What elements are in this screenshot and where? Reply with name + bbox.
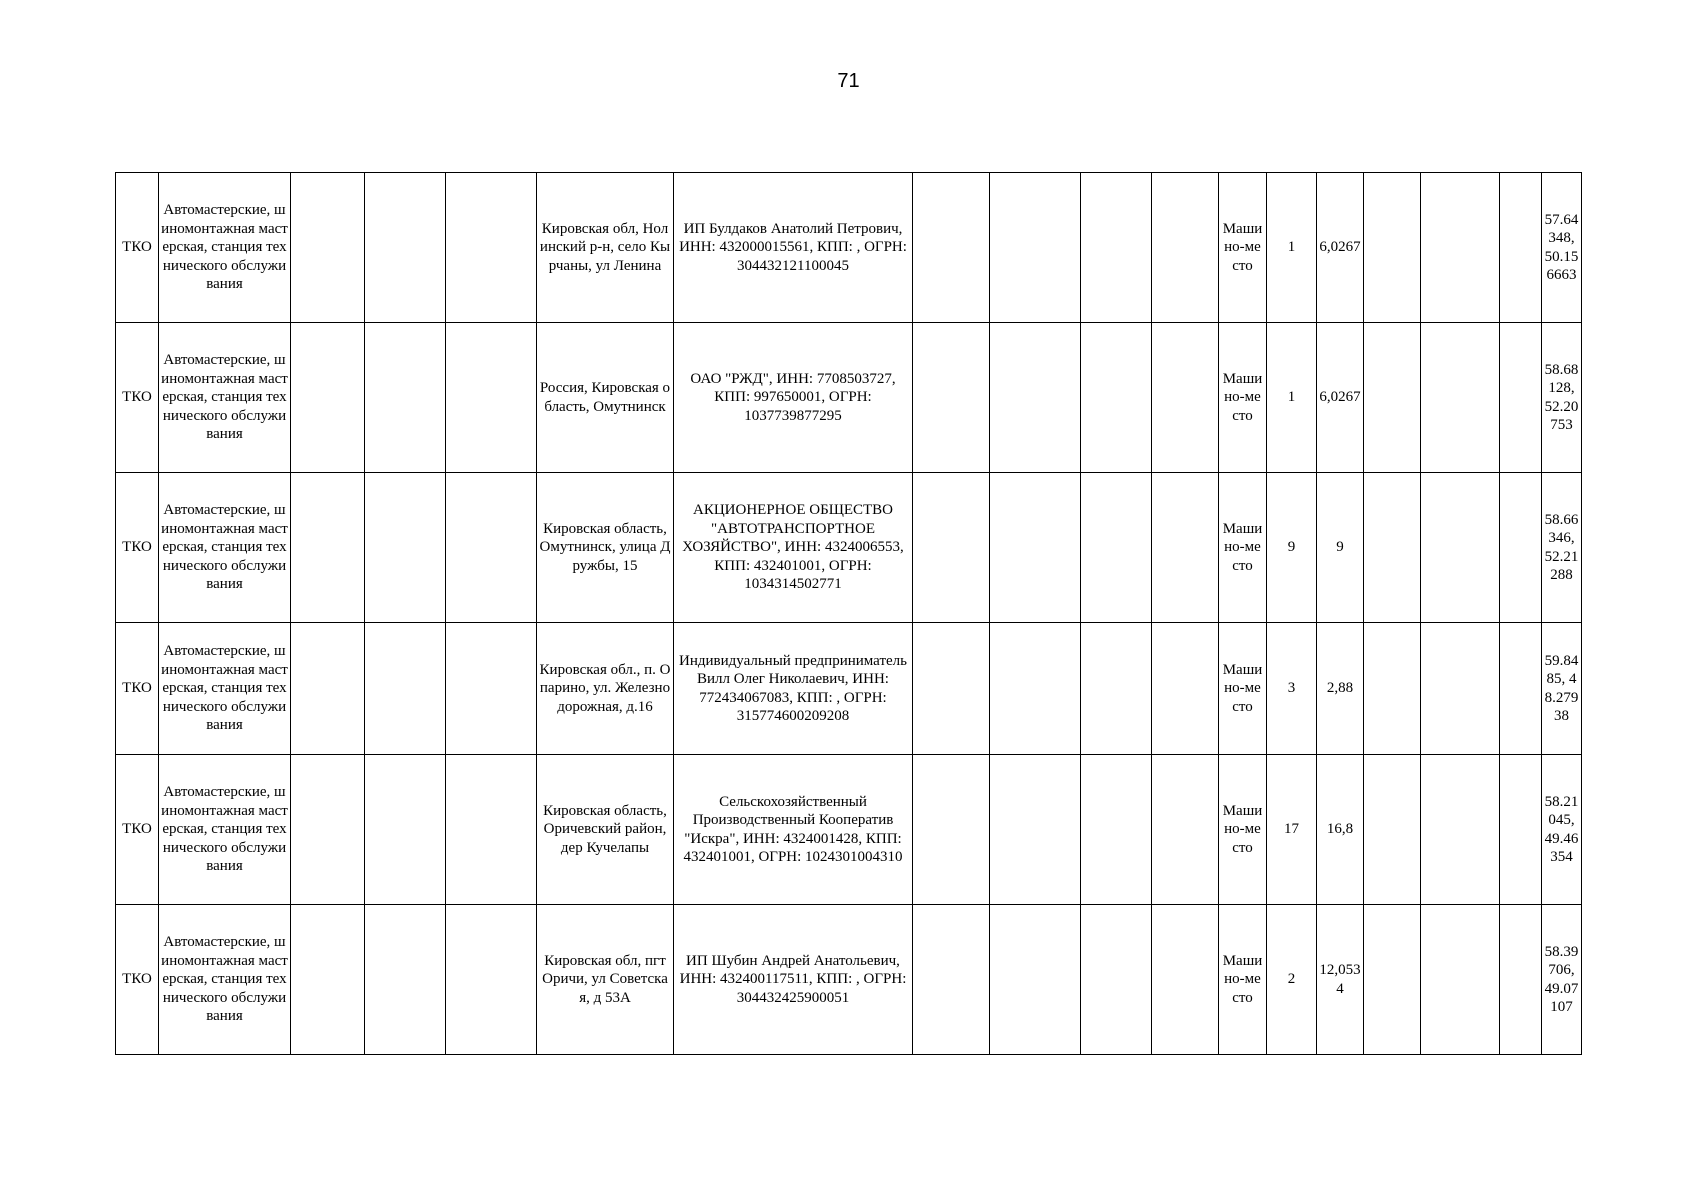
empty-cell (1500, 173, 1542, 323)
empty-cell (1364, 905, 1421, 1055)
waste-type-cell: ТКО (116, 173, 159, 323)
empty-cell (1421, 905, 1500, 1055)
empty-cell (446, 905, 537, 1055)
empty-cell (1364, 755, 1421, 905)
owner-cell: Сельскохозяйственный Производственный Кооператив "Искра", ИНН: 4324001428, КПП: 432401001, ОГРН: 1024301004310 (674, 755, 913, 905)
waste-type-cell: ТКО (116, 755, 159, 905)
unit-cell: Машино-место (1219, 323, 1267, 473)
empty-cell (1364, 473, 1421, 623)
empty-cell (1152, 173, 1219, 323)
volume-cell: 2,88 (1317, 623, 1364, 755)
coordinates-cell: 58.66346, 52.21288 (1542, 473, 1582, 623)
empty-cell (990, 755, 1081, 905)
empty-cell (1364, 623, 1421, 755)
empty-cell (365, 905, 446, 1055)
empty-cell (446, 173, 537, 323)
volume-cell: 6,0267 (1317, 173, 1364, 323)
empty-cell (913, 173, 990, 323)
empty-cell (1081, 323, 1152, 473)
coordinates-cell: 58.39706, 49.07107 (1542, 905, 1582, 1055)
coordinates-cell: 57.64348, 50.156663 (1542, 173, 1582, 323)
address-cell: Россия, Кировская область, Омутнинск (537, 323, 674, 473)
empty-cell (1500, 323, 1542, 473)
owner-cell: ОАО "РЖД", ИНН: 7708503727, КПП: 997650001, ОГРН: 1037739877295 (674, 323, 913, 473)
empty-cell (291, 173, 365, 323)
address-cell: Кировская обл, пгт Оричи, ул Советская, д 53А (537, 905, 674, 1055)
empty-cell (1081, 905, 1152, 1055)
owner-cell: ИП Булдаков Анатолий Петрович, ИНН: 432000015561, КПП: , ОГРН: 304432121100045 (674, 173, 913, 323)
quantity-cell: 2 (1267, 905, 1317, 1055)
empty-cell (1421, 473, 1500, 623)
waste-type-cell: ТКО (116, 905, 159, 1055)
quantity-cell: 1 (1267, 323, 1317, 473)
volume-cell: 12,0534 (1317, 905, 1364, 1055)
category-cell: Автомастерские, шиномонтажная мастерская, станция технического обслуживания (159, 323, 291, 473)
empty-cell (1500, 623, 1542, 755)
empty-cell (913, 905, 990, 1055)
empty-cell (1081, 623, 1152, 755)
empty-cell (291, 905, 365, 1055)
owner-cell: Индивидуальный предприниматель Вилл Олег Николаевич, ИНН: 772434067083, КПП: , ОГРН: 315774600209208 (674, 623, 913, 755)
empty-cell (990, 623, 1081, 755)
empty-cell (1152, 473, 1219, 623)
empty-cell (1081, 173, 1152, 323)
empty-cell (365, 323, 446, 473)
category-cell: Автомастерские, шиномонтажная мастерская, станция технического обслуживания (159, 173, 291, 323)
table-row (116, 623, 1582, 755)
quantity-cell: 17 (1267, 755, 1317, 905)
owner-cell: ИП Шубин Андрей Анатольевич, ИНН: 432400117511, КПП: , ОГРН: 304432425900051 (674, 905, 913, 1055)
empty-cell (365, 755, 446, 905)
registry-table (115, 172, 1582, 1055)
empty-cell (1364, 323, 1421, 473)
unit-cell: Машино-место (1219, 173, 1267, 323)
empty-cell (1152, 905, 1219, 1055)
empty-cell (1152, 323, 1219, 473)
empty-cell (1152, 623, 1219, 755)
waste-type-cell: ТКО (116, 473, 159, 623)
volume-cell: 16,8 (1317, 755, 1364, 905)
address-cell: Кировская обл, Нолинский р-н, село Кырчаны, ул Ленина (537, 173, 674, 323)
category-cell: Автомастерские, шиномонтажная мастерская, станция технического обслуживания (159, 905, 291, 1055)
table-row (116, 173, 1582, 323)
unit-cell: Машино-место (1219, 755, 1267, 905)
empty-cell (1081, 755, 1152, 905)
table-row (116, 905, 1582, 1055)
category-cell: Автомастерские, шиномонтажная мастерская, станция технического обслуживания (159, 623, 291, 755)
empty-cell (990, 473, 1081, 623)
quantity-cell: 3 (1267, 623, 1317, 755)
empty-cell (291, 623, 365, 755)
empty-cell (1152, 755, 1219, 905)
page-number: 71 (837, 70, 860, 92)
empty-cell (1421, 323, 1500, 473)
empty-cell (365, 473, 446, 623)
quantity-cell: 9 (1267, 473, 1317, 623)
category-cell: Автомастерские, шиномонтажная мастерская, станция технического обслуживания (159, 473, 291, 623)
empty-cell (291, 473, 365, 623)
quantity-cell: 1 (1267, 173, 1317, 323)
empty-cell (1421, 623, 1500, 755)
empty-cell (913, 323, 990, 473)
coordinates-cell: 58.68128, 52.20753 (1542, 323, 1582, 473)
volume-cell: 6,0267 (1317, 323, 1364, 473)
empty-cell (1364, 173, 1421, 323)
waste-type-cell: ТКО (116, 323, 159, 473)
empty-cell (446, 473, 537, 623)
owner-cell: АКЦИОНЕРНОЕ ОБЩЕСТВО "АВТОТРАНСПОРТНОЕ ХОЗЯЙСТВО", ИНН: 4324006553, КПП: 432401001, ОГРН: 1034314502771 (674, 473, 913, 623)
empty-cell (990, 323, 1081, 473)
empty-cell (913, 473, 990, 623)
empty-cell (365, 173, 446, 323)
table-row (116, 755, 1582, 905)
unit-cell: Машино-место (1219, 623, 1267, 755)
waste-type-cell: ТКО (116, 623, 159, 755)
table-row (116, 473, 1582, 623)
empty-cell (1081, 473, 1152, 623)
empty-cell (291, 323, 365, 473)
empty-cell (365, 623, 446, 755)
empty-cell (446, 323, 537, 473)
empty-cell (1500, 473, 1542, 623)
empty-cell (990, 905, 1081, 1055)
empty-cell (1421, 173, 1500, 323)
empty-cell (446, 755, 537, 905)
volume-cell: 9 (1317, 473, 1364, 623)
address-cell: Кировская область, Оричевский район, дер Кучелапы (537, 755, 674, 905)
empty-cell (913, 755, 990, 905)
coordinates-cell: 58.21045, 49.46354 (1542, 755, 1582, 905)
empty-cell (1500, 905, 1542, 1055)
empty-cell (291, 755, 365, 905)
empty-cell (990, 173, 1081, 323)
empty-cell (1500, 755, 1542, 905)
address-cell: Кировская область, Омутнинск, улица Дружбы, 15 (537, 473, 674, 623)
table-row (116, 323, 1582, 473)
empty-cell (446, 623, 537, 755)
address-cell: Кировская обл., п. Опарино, ул. Железнодорожная, д.16 (537, 623, 674, 755)
coordinates-cell: 59.8485, 48.27938 (1542, 623, 1582, 755)
empty-cell (1421, 755, 1500, 905)
unit-cell: Машино-место (1219, 473, 1267, 623)
category-cell: Автомастерские, шиномонтажная мастерская, станция технического обслуживания (159, 755, 291, 905)
unit-cell: Машино-место (1219, 905, 1267, 1055)
empty-cell (913, 623, 990, 755)
